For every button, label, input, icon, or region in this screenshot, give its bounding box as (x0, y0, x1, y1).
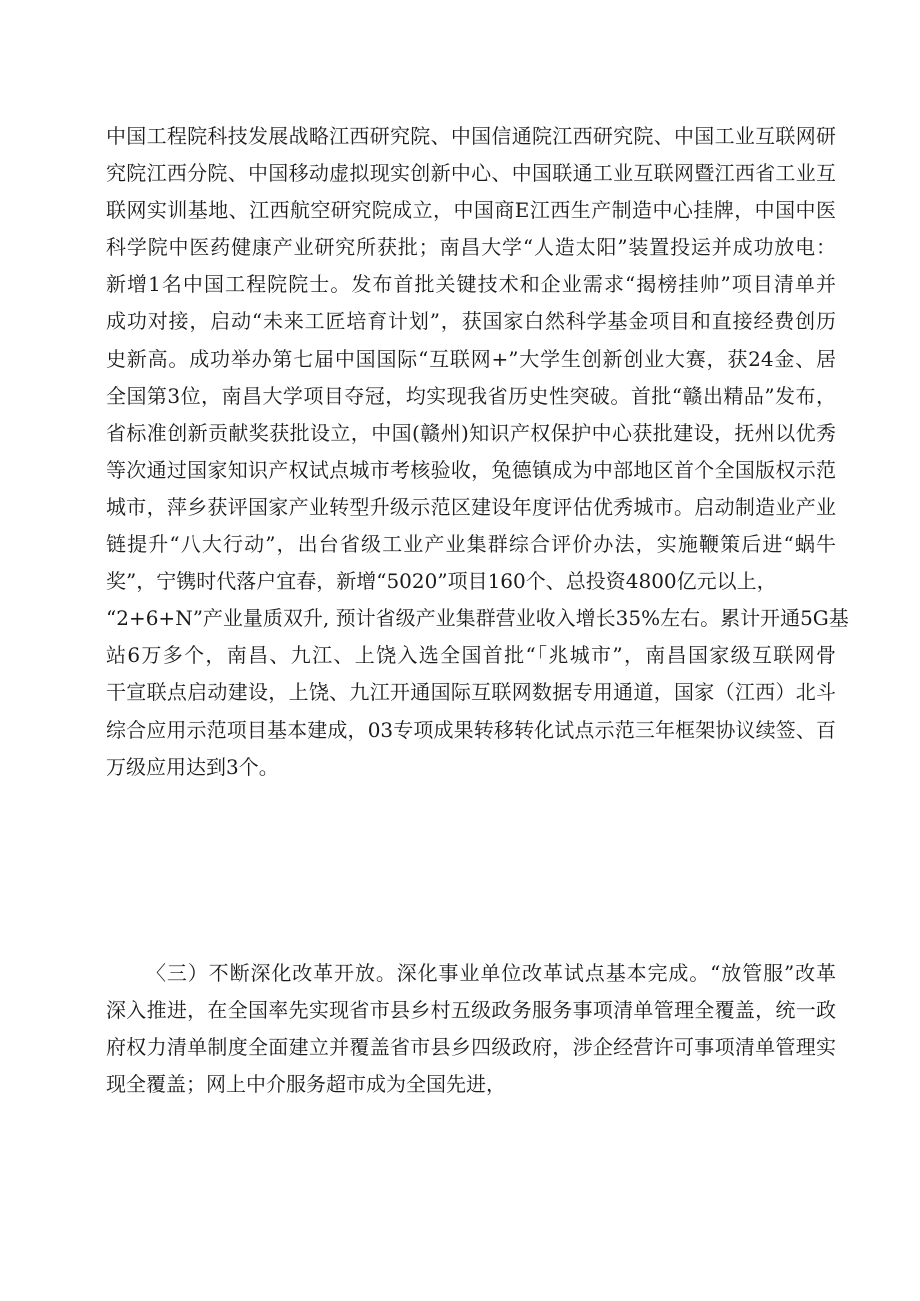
text-line: 史新高。成功举办第七届中国国际“互联网+”大学生创新创业大赛，获24金、居 (106, 346, 836, 371)
paragraph-1 (106, 118, 849, 786)
text-line: 全国第3位，南昌大学项目夺冠，均实现我省历史性突破。首批“赣出精品”发布， (106, 383, 836, 408)
text-line: 省标准创新贡献奖获批设立，中国(赣州)知识产权保护中心获批建设，抚州以优秀 (106, 420, 836, 445)
text-line: 新增1名中国工程院院士。发布首批关键技术和企业需求“揭榜挂帅”项目清单并 (106, 272, 836, 297)
text-line: 链提升“八大行动”，出台省级工业产业集群综合评价办法，实施鞭策后进“蜗牛 (106, 532, 836, 557)
paragraph-2 (106, 955, 836, 1103)
text-line: 奖”，宁镌时代落户宜春，新增“5020”项目160个、总投资4800亿元以上， (106, 569, 777, 594)
text-line: “2+6+N”产业量质双升, 预计省级产业集群营业收入增长35%左右。累计开通5G基 (106, 606, 849, 631)
text-line: 科学院中医药健康产业研究所获批；南昌大学“人造太阳”装置投运并成功放电： (106, 235, 836, 260)
text-line: 府权力清单制度全面建立并覆盖省市县乡四级政府，涉企经营许可事项清单管理实 (106, 1035, 836, 1060)
text-line: 联网实训基地、江西航空研究院成立，中国商E江西生产制造中心挂牌，中国中医 (106, 198, 836, 223)
text-line: 万级应用达到3个。 (106, 754, 279, 779)
text-line: 成功对接，启动“未来工匠培育计划”，获国家白然科学基金项目和直接经费创历 (106, 309, 836, 334)
text-line: 综合应用示范项目基本建成，03专项成果转移转化试点示范三年框架协议续签、百 (106, 717, 836, 742)
text-line: 现全覆盖；网上中介服务超市成为全国先进， (106, 1072, 506, 1097)
text-line: 等次通过国家知识产权试点城市考核验收，兔德镇成为中部地区首个全国版权示范 (106, 457, 836, 482)
text-line: 究院江西分院、中国移动虚拟现实创新中心、中国联通工业互联网暨江西省工业互 (106, 161, 836, 186)
text-line: 中国工程院科技发展战略江西研究院、中国信通院江西研究院、中国工业互联网研 (106, 124, 836, 148)
text-line: 〈三）不断深化改革开放。深化事业单位改革试点基本完成。“放管服”改革 (146, 961, 836, 985)
text-line: 城市，萍乡获评国家产业转型升级示范区建设年度评估优秀城市。启动制造业产业 (106, 494, 836, 519)
text-line: 站6万多个，南昌、九江、上饶入选全国首批“「兆城市”，南昌国家级互联网骨 (106, 643, 836, 668)
text-line: 深入推进，在全国率先实现省市县乡村五级政务服务事项清单管理全覆盖，统一政 (106, 998, 836, 1023)
text-line: 干宣联点启动建设，上饶、九江开通国际互联网数据专用通道，国家（江西）北斗 (106, 680, 836, 705)
